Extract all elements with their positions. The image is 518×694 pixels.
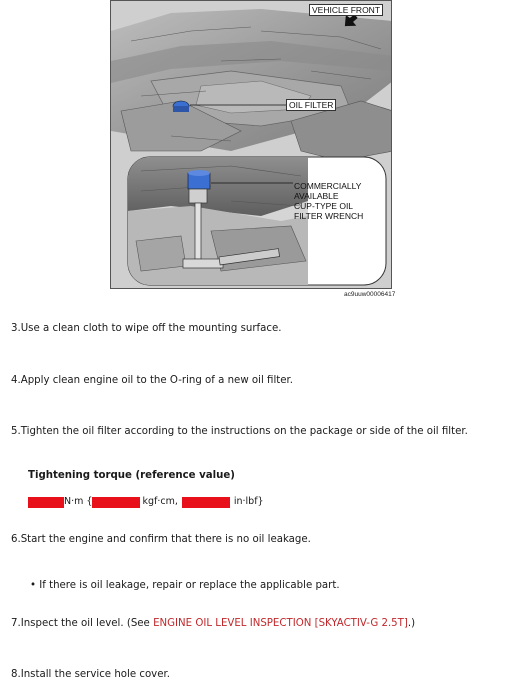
torque-unit-kgf: kgf·cm, — [142, 496, 178, 507]
oil-filter-illustration — [110, 0, 392, 289]
redacted-value-nm — [28, 497, 64, 508]
step-4: 4.Apply clean engine oil to the O-ring of a new oil filter. — [11, 375, 294, 386]
redacted-value-inlbf — [182, 497, 230, 508]
vehicle-front-label: VEHICLE FRONT — [309, 4, 383, 16]
wrench-label: COMMERCIALLY AVAILABLE CUP-TYPE OIL FILTER WRENCH — [294, 181, 364, 221]
torque-unit-nm: N·m { — [64, 496, 93, 507]
figure-code: ac9uuw00006417 — [344, 291, 396, 298]
step-6-note: • If there is oil leakage, repair or replace the applicable part. — [30, 580, 340, 591]
step-7-prefix: 7.Inspect the oil level. (See — [11, 618, 154, 629]
step-7 — [11, 617, 415, 630]
torque-values — [28, 496, 264, 508]
step-3: 3.Use a clean cloth to wipe off the mounting surface. — [11, 323, 282, 334]
step-6: 6.Start the engine and confirm that there is no oil leakage. — [11, 534, 311, 545]
engine-oil-level-inspection-link[interactable]: ENGINE OIL LEVEL INSPECTION [SKYACTIV-G 2.5T] — [153, 618, 408, 629]
step-8: 8.Install the service hole cover. — [11, 669, 170, 680]
oil-filter-label: OIL FILTER — [286, 99, 336, 111]
torque-unit-inlbf: in·lbf} — [233, 496, 264, 507]
illustration-drawing — [111, 1, 392, 289]
step-7-suffix: .) — [407, 618, 416, 629]
step-5: 5.Tighten the oil filter according to the instructions on the package or side of the oil filter. — [11, 426, 468, 437]
torque-title: Tightening torque (reference value) — [28, 470, 235, 481]
redacted-value-kgf — [92, 497, 140, 508]
